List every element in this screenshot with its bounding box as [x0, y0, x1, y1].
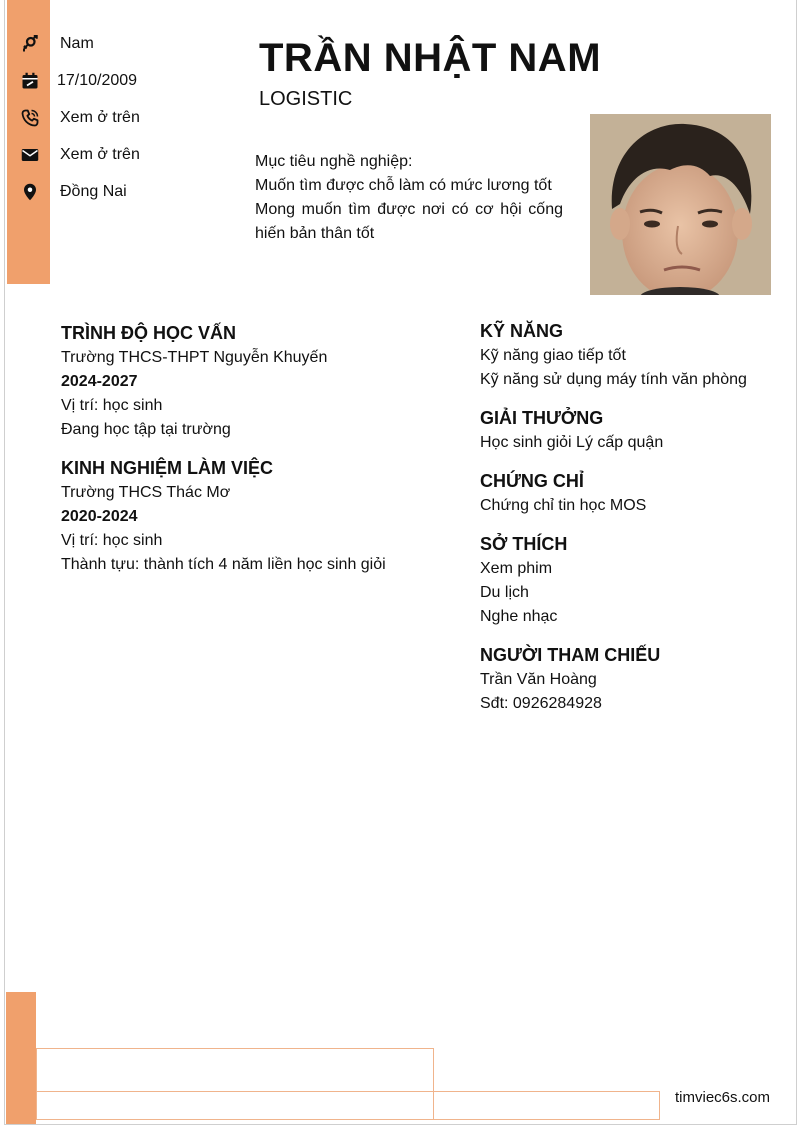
reference-item: Sđt: 0926284928: [480, 695, 602, 712]
candidate-name: TRẦN NHẬT NAM: [259, 36, 602, 80]
experience-period: 2020-2024: [61, 508, 138, 525]
profile-photo: [590, 114, 771, 295]
hobbies-title: SỞ THÍCH: [480, 534, 568, 554]
gender-text: Nam: [60, 35, 94, 52]
location-pin-icon: [21, 183, 39, 201]
experience-achievement: Thành tựu: thành tích 4 năm liền học sinh giỏi: [61, 556, 386, 573]
calendar-icon: [21, 72, 39, 90]
phone-text: Xem ở trên: [60, 109, 140, 126]
hobby-item: Xem phim: [480, 560, 553, 577]
accent-bar-bottom: [6, 992, 36, 1124]
cv-page: [4, 0, 797, 1125]
education-position: Vị trí: học sinh: [61, 397, 163, 414]
education-detail: Đang học tập tại trường: [61, 421, 231, 438]
education-section: [61, 320, 441, 442]
experience-position: Vị trí: học sinh: [61, 532, 163, 549]
right-column: [480, 318, 780, 729]
footer-site-link[interactable]: timviec6s.com: [675, 1089, 771, 1106]
hobbies-section: [480, 531, 780, 629]
experience-title: KINH NGHIỆM LÀM VIỆC: [61, 458, 274, 478]
experience-section: [61, 455, 441, 577]
education-period: 2024-2027: [61, 373, 138, 390]
certificates-title: CHỨNG CHỈ: [480, 471, 584, 491]
objective-title: Mục tiêu nghề nghiệp:: [255, 153, 413, 170]
awards-title: GIẢI THƯỞNG: [480, 408, 604, 428]
objective-line: Muốn tìm được chỗ làm có mức lương tốt: [255, 177, 552, 194]
envelope-icon: [21, 146, 39, 164]
experience-place: Trường THCS Thác Mơ: [61, 484, 231, 501]
location-text: Đồng Nai: [60, 183, 127, 200]
reference-item: Trần Văn Hoàng: [480, 671, 597, 688]
award-item: Học sinh giỏi Lý cấp quận: [480, 434, 664, 451]
references-section: [480, 642, 780, 716]
education-school: Trường THCS-THPT Nguyễn Khuyến: [61, 349, 328, 366]
phone-icon: [21, 109, 39, 127]
email-text: Xem ở trên: [60, 146, 140, 163]
left-column: [61, 320, 441, 590]
skills-title: KỸ NĂNG: [480, 321, 564, 341]
objective-line: Mong muốn tìm được nơi có cơ hội cống hiến bản thân tốt: [255, 201, 563, 242]
skill-item: Kỹ năng giao tiếp tốt: [480, 347, 626, 364]
gender-icon: [21, 35, 39, 53]
career-objective: [255, 150, 563, 246]
birthdate-text: 17/10/2009: [57, 72, 138, 89]
hobby-item: Du lịch: [480, 584, 529, 601]
education-title: TRÌNH ĐỘ HỌC VẤN: [61, 323, 236, 343]
hobby-item: Nghe nhạc: [480, 608, 558, 625]
certificate-item: Chứng chỉ tin học MOS: [480, 497, 647, 514]
references-title: NGƯỜI THAM CHIẾU: [480, 645, 661, 665]
candidate-role: LOGISTIC: [259, 88, 353, 110]
decorative-frame: [36, 1091, 660, 1120]
skill-item: Kỹ năng sử dụng máy tính văn phòng: [480, 371, 747, 388]
skills-section: [480, 318, 780, 392]
awards-section: [480, 405, 780, 455]
certificates-section: [480, 468, 780, 518]
